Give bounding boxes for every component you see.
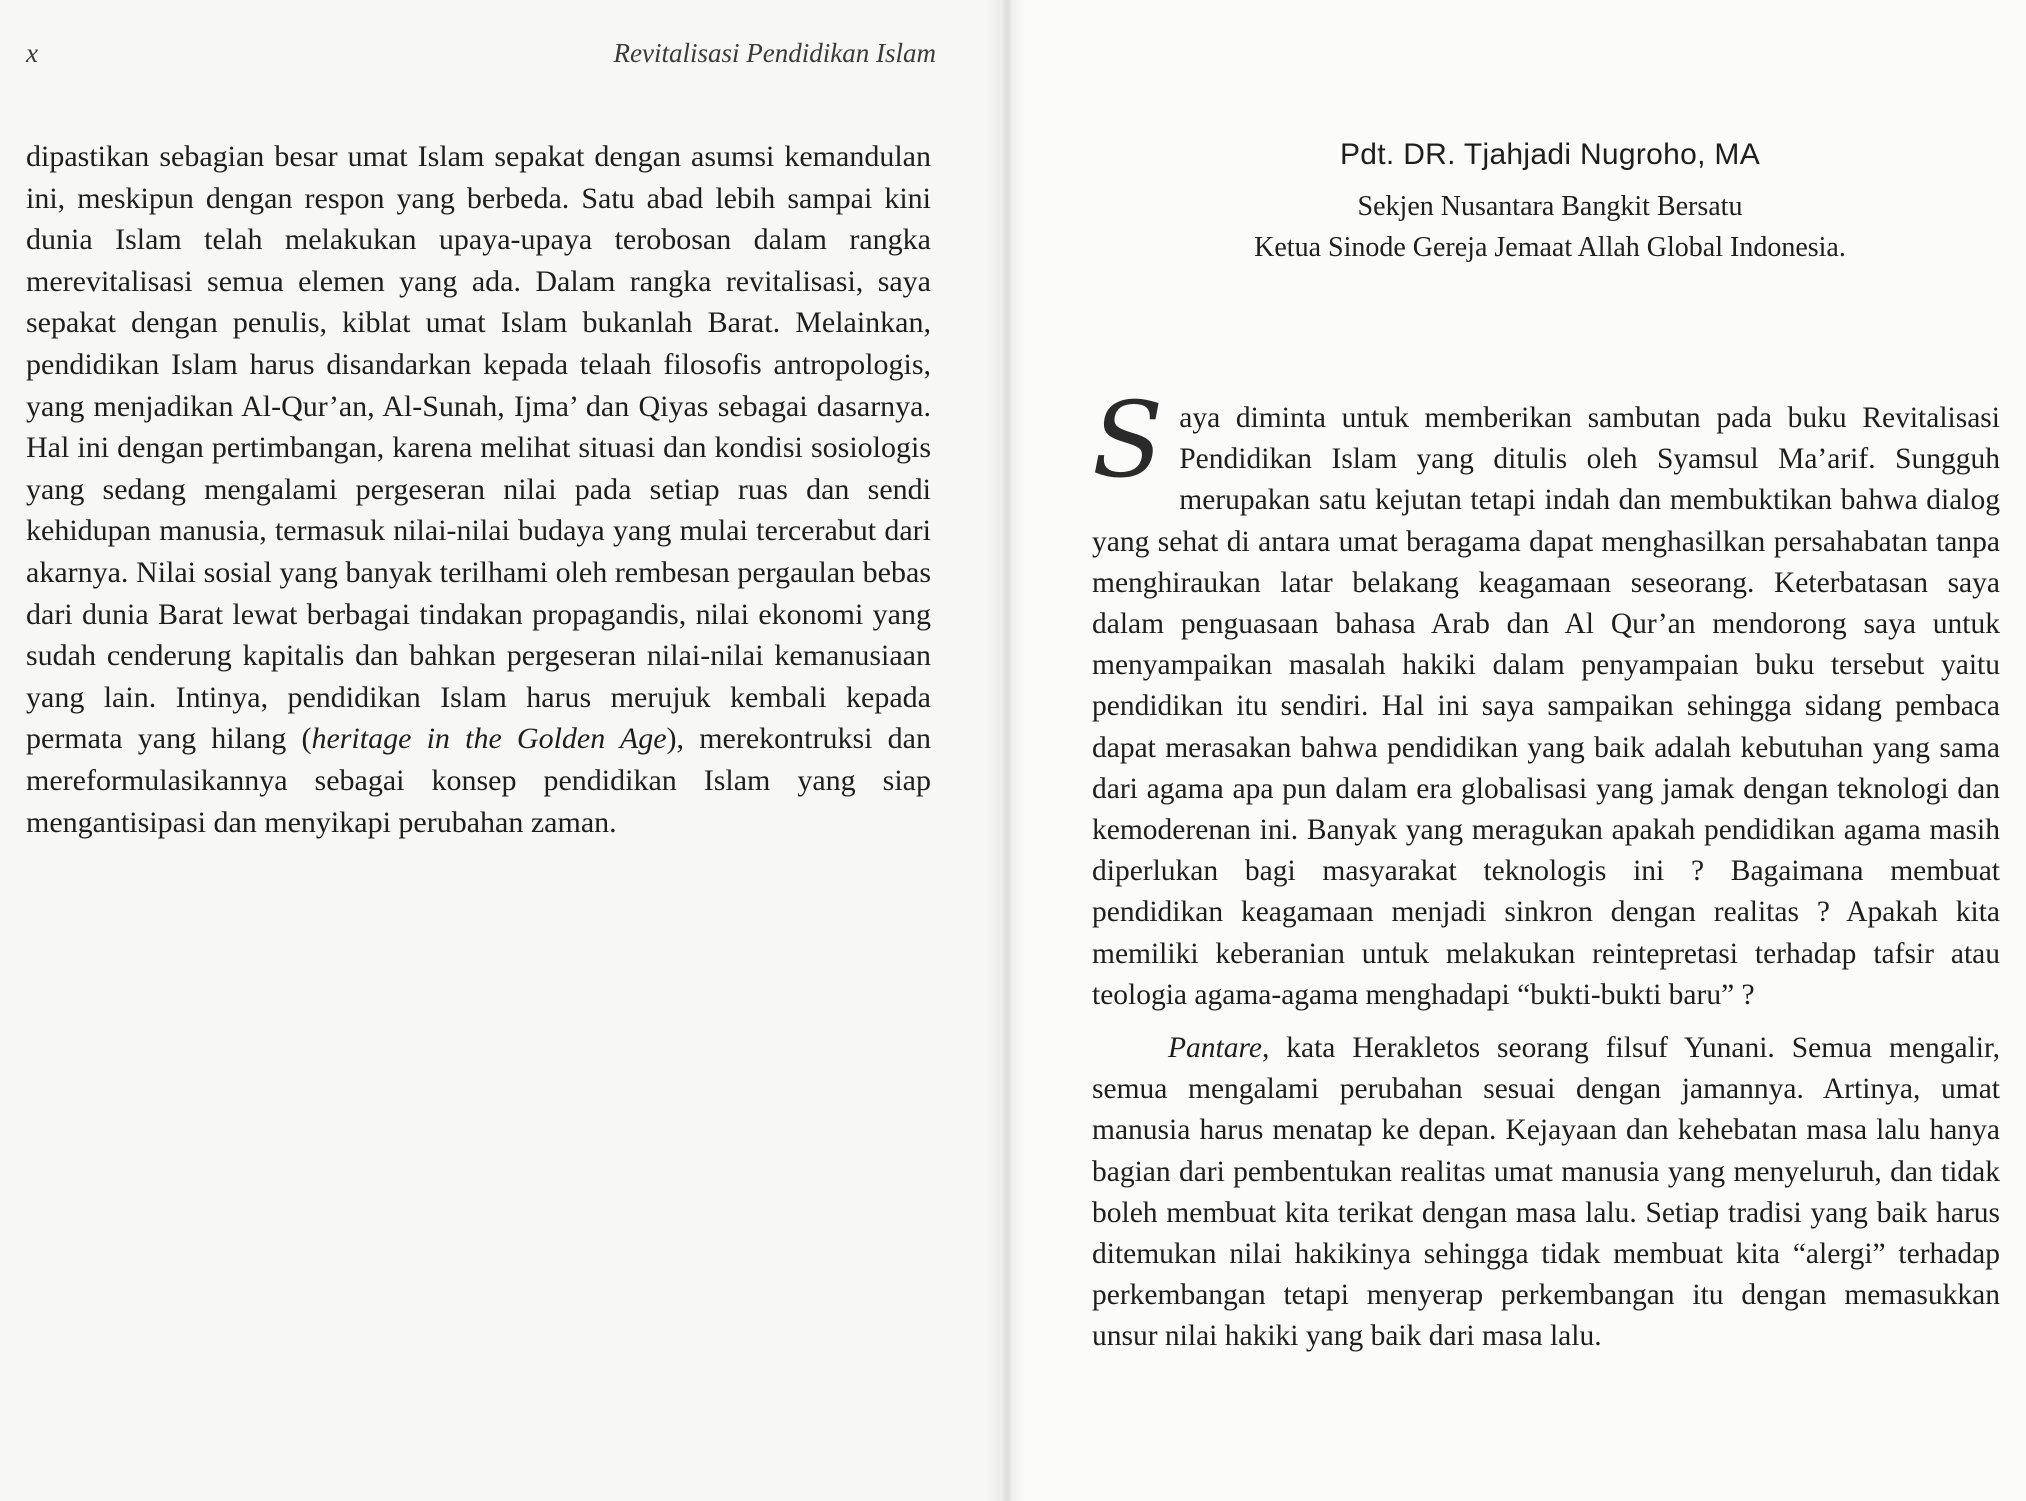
left-paragraph-text-1: dipastikan sebagian besar umat Islam sepakat dengan asumsi kemandulan ini, meskipun dengan respon yang berbeda. Satu abad lebih sampai kini dunia Islam telah melakukan upaya-upaya terobosan dalam rangka merevitalisasi semua elemen yang ada. Dalam rangka revitalisasi, saya sepakat dengan penulis, kiblat umat Islam bukanlah Barat. Melainkan, pendidikan Islam harus disandarkan kepada telaah filosofis antropologis, yang menjadikan Al-Qur’an, Al-Sunah, Ijma’ dan Qiyas sebagai dasarnya. Hal ini dengan pertimbangan, karena melihat situasi dan kondisi sosiologis yang sedang mengalami pergeseran nilai pada setiap ruas dan sendi kehidupan manusia, termasuk nilai-nilai budaya yang mulai tercerabut dari akarnya. Nilai sosial yang banyak terilhami oleh rembesan pergaulan bebas dari dunia Barat lewat berbagai tindakan propagandis, nilai ekonomi yang sudah cenderung kapitalis dan bahkan pergeseran nilai-nilai kemanusiaan yang lain. Intinya, pendidikan Islam harus merujuk kembali kepada permata yang hilang ( bbox=[26, 140, 931, 756]
right-page bbox=[1000, 0, 2026, 1501]
book-gutter-shadow bbox=[985, 0, 1025, 1501]
right-paragraph-2-text: , kata Herakletos seorang filsuf Yunani. Semua mengalir, semua mengalami perubahan sesuai dengan jamannya. Artinya, umat manusia harus menatap ke depan. Kejayaan dan kehebatan masa lalu hanya bagian dari pembentukan realitas umat manusia yang menyeluruh, dan tidak boleh membuat kita terikat dengan masa lalu. Setiap tradisi yang baik harus ditemukan nilai hakikinya sehingga tidak membuat kita “alergi” terhadap perkembangan tetapi menyerap perkembangan itu dengan memasukkan unsur nilai hakiki yang baik dari masa lalu. bbox=[1092, 1032, 2000, 1353]
right-paragraph-1-text: aya diminta untuk memberikan sambutan pada buku Revitalisasi Pendidikan Islam yang ditulis oleh Syamsul Ma’arif. Sungguh merupakan satu kejutan tetapi indah dan membuktikan bahwa dialog yang sehat di antara umat beragama dapat menghasilkan persahabatan tanpa menghiraukan latar belakang keagamaan seseorang. Keterbatasan saya dalam penguasaan bahasa Arab dan Al Qur’an mendorong saya untuk menyampaikan masalah hakiki dalam penyampaian buku tersebut yaitu pendidikan itu sendiri. Hal ini saya sampaikan sehingga sidang pembaca dapat merasakan bahwa pendidikan yang baik adalah kebutuhan yang sama dari agama apa pun dalam era globalisasi yang jamak dengan teknologi dan kemoderenan ini. Banyak yang meragukan apakah pendidikan agama masih diperlukan bagi masyarakat teknologis ini ? Bagaimana membuat pendidikan keagamaan menjadi sinkron dengan realitas ? Apakah kita memiliki keberanian untuk melakukan reintepretasi terhadap tafsir atau teologia agama-agama menghadapi “bukti-bukti baru” ? bbox=[1092, 402, 2000, 1011]
left-body-text bbox=[26, 136, 931, 843]
page-number: x bbox=[26, 38, 38, 68]
author-affiliation-2: Ketua Sinode Gereja Jemaat Allah Global Indonesia. bbox=[1254, 232, 1846, 263]
right-paragraph-2 bbox=[1092, 1028, 2000, 1358]
author-name: Pdt. DR. Tjahjadi Nugroho, MA bbox=[1340, 138, 1760, 171]
right-body-text bbox=[1092, 379, 2000, 1358]
drop-cap: S bbox=[1092, 379, 1164, 501]
left-paragraph-italic: heritage in the Golden Age bbox=[311, 722, 667, 756]
right-paragraph-2-italic: Pantare bbox=[1168, 1032, 1262, 1065]
running-title: Revitalisasi Pendidikan Islam bbox=[613, 38, 936, 68]
author-header bbox=[1060, 138, 2026, 268]
left-paragraph-text-2: ), merekontruksi dan mereformulasikannya sebagai konsep pendidikan Islam yang siap mengantisipasi dan menyikapi perubahan zaman. bbox=[26, 722, 931, 839]
left-page bbox=[0, 0, 1000, 1501]
author-affiliation-1: Sekjen Nusantara Bangkit Bersatu bbox=[1357, 191, 1743, 222]
right-paragraph-1 bbox=[1092, 379, 2000, 1016]
left-paragraph bbox=[26, 136, 931, 843]
running-head bbox=[26, 38, 936, 74]
